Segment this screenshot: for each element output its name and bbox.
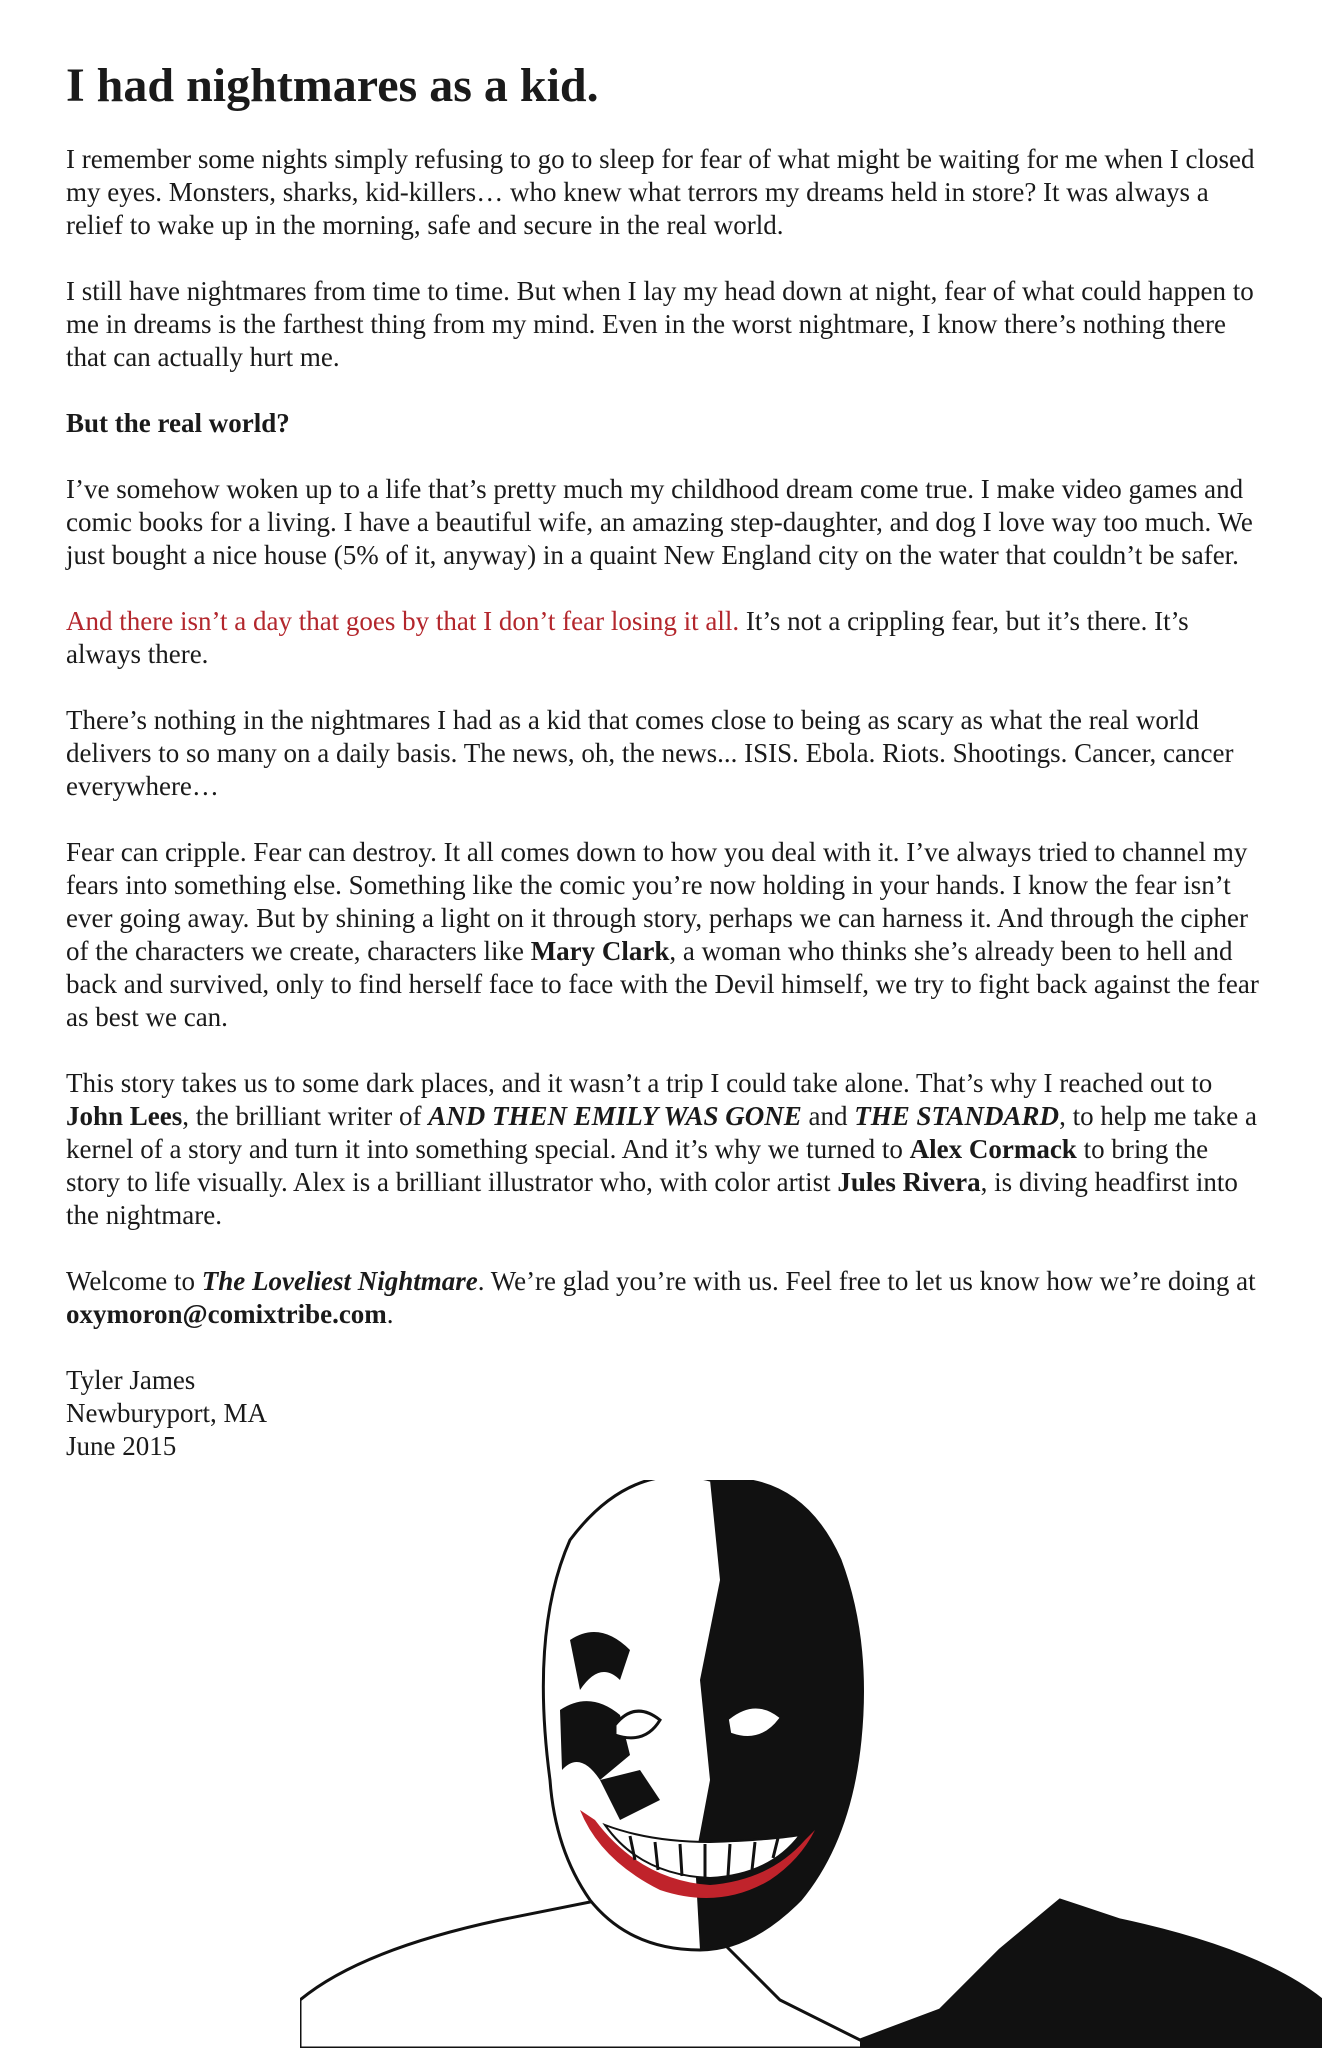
paragraph-2: I still have nightmares from time to time. But when I lay my head down at night, fear of what could happen to me in dreams is the farthest thing from my mind. Even in the worst nightmare, I know there’s nothing there that can actually hurt me. [66, 275, 1254, 372]
highlight-red-sentence: And there isn’t a day that goes by that I don’t fear losing it all. [66, 605, 740, 636]
paragraph-8-c: and [801, 1100, 855, 1131]
paragraph-9-c: . [386, 1298, 394, 1329]
masked-villain-illustration-icon [300, 1480, 1322, 2048]
paragraph-8 [66, 1067, 1266, 1232]
artist-name: Alex Cormack [909, 1133, 1077, 1164]
colorist-name: Jules Rivera [837, 1166, 981, 1197]
paragraph-4: I’ve somehow woken up to a life that’s pretty much my childhood dream come true. I make video games and comic books for a living. I have a beautiful wife, an amazing step-daughter, and dog I love way too much. We just bought a nice house (5% of it, anyway) in a quaint New England city on the water that couldn’t be safer. [66, 473, 1253, 570]
letter-title: I had nightmares as a kid. [66, 59, 599, 112]
signature-date: June 2015 [66, 1430, 177, 1461]
book-title-1: AND THEN EMILY WAS GONE [428, 1100, 802, 1131]
paragraph-8-d: , to help me take a kernel of a story and turn it into something special. And it’s why we turned to [66, 1100, 1257, 1164]
paragraph-8-f: , is diving headfirst into the nightmare. [66, 1166, 1238, 1230]
paragraph-5 [66, 605, 1266, 671]
paragraph-8-a: This story takes us to some dark places, and it wasn’t a trip I could take alone. That’s why I reached out to [66, 1067, 1213, 1098]
paragraph-8-b: , the brilliant writer of [182, 1100, 429, 1131]
book-title-2: THE STANDARD [854, 1100, 1060, 1131]
paragraph-9-b: . We’re glad you’re with us. Feel free to let us know how we’re doing at [477, 1265, 1256, 1296]
paragraph-7-a: Fear can cripple. Fear can destroy. It all comes down to how you deal with it. I’ve always tried to channel my fears into something else. Something like the comic you’re now holding in your hands. I know the fear isn’t ever going away. But by shining a light on it through story, perhaps we can harness it. And through the cipher of the characters we create, characters like [66, 836, 1249, 966]
comic-title: The Loveliest Nightmare [201, 1265, 478, 1296]
paragraph-8-e: to bring the story to life visually. Alex is a brilliant illustrator who, with color artist [66, 1133, 1209, 1197]
paragraph-1: I remember some nights simply refusing to go to sleep for fear of what might be waiting for me when I closed my eyes. Monsters, sharks, kid-killers… who knew what terrors my dreams held in store? It was always a relief to wake up in the morning, safe and secure in the real world. [66, 143, 1255, 240]
paragraph-7 [66, 836, 1266, 1034]
letter [66, 60, 1266, 1463]
contact-email[interactable]: oxymoron@comixtribe.com [66, 1298, 387, 1329]
paragraph-5-rest: It’s not a crippling fear, but it’s there. It’s always there. [66, 605, 1189, 669]
signature-place: Newburyport, MA [66, 1397, 267, 1428]
writer-name: John Lees [66, 1100, 183, 1131]
signature-block [66, 1364, 1266, 1463]
paragraph-3 [66, 407, 1266, 440]
signature-name: Tyler James [66, 1364, 196, 1395]
character-name: Mary Clark [530, 935, 670, 966]
paragraph-7-b: , a woman who thinks she’s already been to hell and back and survived, only to find herself face to face with the Devil himself, we try to fight back against the fear as best we can. [66, 935, 1259, 1032]
real-world-question: But the real world? [66, 407, 290, 438]
paragraph-9 [66, 1265, 1266, 1331]
paragraph-6: There’s nothing in the nightmares I had as a kid that comes close to being as scary as what the real world delivers to so many on a daily basis. The news, oh, the news... ISIS. Ebola. Riots. Shootings. Cancer, cancer everywhere… [66, 704, 1234, 801]
paragraph-9-a: Welcome to [66, 1265, 202, 1296]
